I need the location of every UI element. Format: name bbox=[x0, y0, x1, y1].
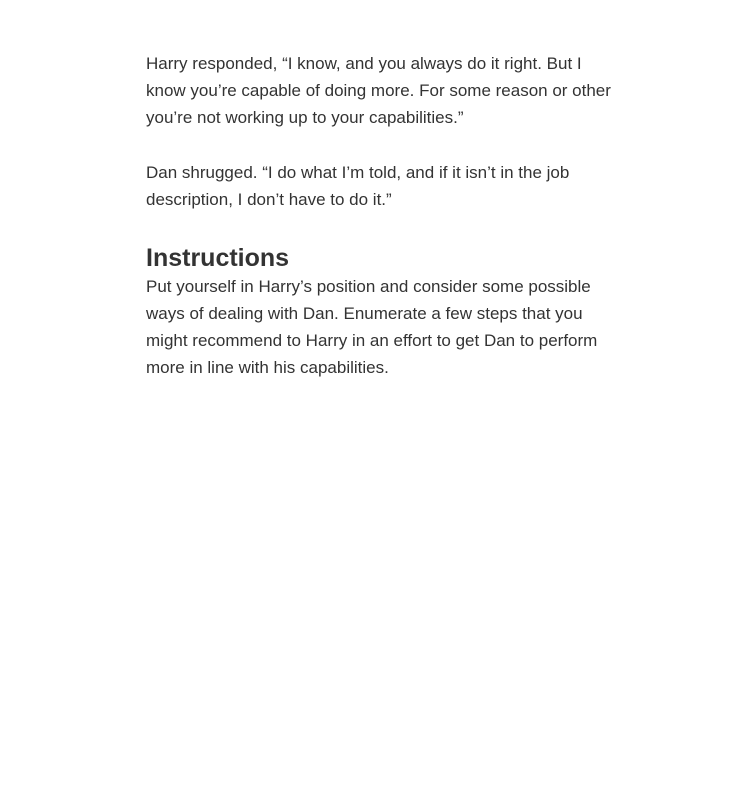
document-body bbox=[146, 50, 626, 381]
paragraph-harry-response: Harry responded, “I know, and you always do it right. But I know you’re capable of doing more. For some reason or other you’re not working up to your capabilities.” bbox=[146, 54, 611, 127]
instructions-text: Put yourself in Harry’s position and consider some possible ways of dealing with Dan. Enumerate a few steps that you might recommend to Harry in an effort to get Dan to perform more in line with his capabilities. bbox=[146, 277, 598, 377]
section-heading-instructions: Instructions bbox=[146, 244, 290, 272]
paragraph-dan-shrugged: Dan shrugged. “I do what I’m told, and if it isn’t in the job description, I don’t have to do it.” bbox=[146, 163, 570, 209]
